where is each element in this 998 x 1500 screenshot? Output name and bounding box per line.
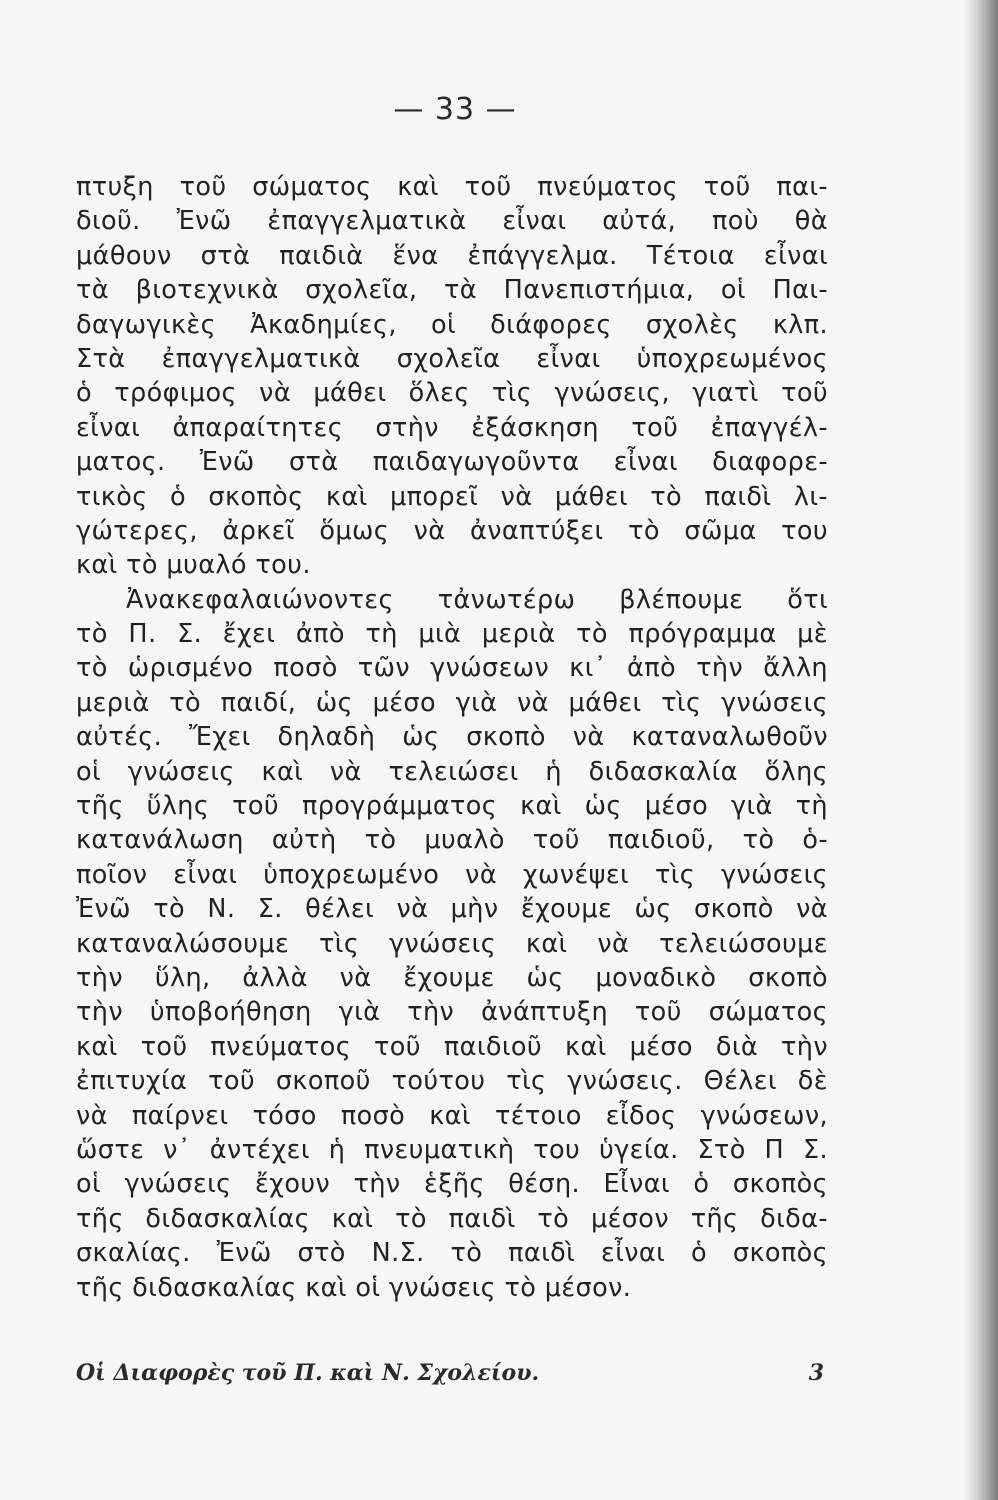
- text-line: ματος. Ἐνῶ στὰ παιδαγωγοῦντα εἶναι διαφορε-: [76, 447, 828, 478]
- text-line: ὥστε ν᾿ ἀντέχει ἡ πνευματικὴ του ὑγεία. Στὸ Π Σ.: [76, 1134, 828, 1165]
- text-line: διοῦ. Ἐνῶ ἐπαγγελματικὰ εἶναι αὐτά, ποὺ θὰ: [76, 206, 828, 237]
- text-line: κατανάλωση αὐτὴ τὸ μυαλὸ τοῦ παιδιοῦ, τὸ ὁ-: [76, 825, 828, 856]
- page-number: — 33 —: [393, 92, 517, 127]
- text-line: οἱ γνώσεις ἔχουν τὴν ἑξῆς θέση. Εἶναι ὁ σκοπὸς: [76, 1169, 828, 1200]
- text-line: τῆς διδασκαλίας καὶ τὸ παιδὶ τὸ μέσον τῆς διδα-: [76, 1203, 828, 1234]
- text-line: τικὸς ὁ σκοπὸς καὶ μπορεῖ νὰ μάθει τὸ παιδὶ λι-: [76, 481, 828, 512]
- text-line: τῆς ὕλης τοῦ προγράμματος καὶ ὡς μέσο γιὰ τὴ: [76, 791, 828, 822]
- text-line: Στὰ ἐπαγγελματικὰ σχολεῖα εἶναι ὑποχρεωμένος: [76, 343, 828, 374]
- text-line: Ἀνακεφαλαιώνοντες τἀνωτέρω βλέπουμε ὅτι: [126, 584, 828, 615]
- text-line: δαγωγικὲς Ἀκαδημίες, οἱ διάφορες σχολὲς κλπ.: [76, 309, 828, 340]
- signature-mark: 3: [808, 1360, 824, 1386]
- text-line: γώτερες, ἀρκεῖ ὅμως νὰ ἀναπτύξει τὸ σῶμα του: [76, 515, 828, 546]
- binding-shadow: [964, 0, 998, 1500]
- text-line: σκαλίας. Ἐνῶ στὸ Ν.Σ. τὸ παιδὶ εἶναι ὁ σκοπὸς: [76, 1238, 828, 1269]
- book-title-footer: Οἱ Διαφορὲς τοῦ Π. καὶ Ν. Σχολείου.: [76, 1360, 540, 1386]
- text-line: μεριὰ τὸ παιδί, ὡς μέσο γιὰ νὰ μάθει τὶς γνώσεις: [76, 687, 828, 718]
- text-line: ὁ τρόφιμος νὰ μάθει ὅλες τὶς γνώσεις, γιατὶ τοῦ: [76, 378, 828, 409]
- text-line: τὴν ὕλη, ἀλλὰ νὰ ἔχουμε ὡς μοναδικὸ σκοπὸ: [76, 962, 828, 993]
- text-line: οἱ γνώσεις καὶ νὰ τελειώσει ἡ διδασκαλία ὅλης: [76, 756, 828, 787]
- text-line: μάθουν στὰ παιδιὰ ἕνα ἐπάγγελμα. Τέτοια εἶναι: [76, 240, 828, 271]
- text-line: τῆς διδασκαλίας καὶ οἱ γνώσεις τὸ μέσον.: [76, 1272, 632, 1303]
- text-line: εἶναι ἀπαραίτητες στὴν ἐξάσκηση τοῦ ἐπαγγέλ-: [76, 412, 828, 443]
- text-line: καταναλώσουμε τὶς γνώσεις καὶ νὰ τελειώσουμε: [76, 928, 828, 959]
- body-text: [76, 170, 828, 1305]
- text-line: πτυξη τοῦ σώματος καὶ τοῦ πνεύματος τοῦ παι-: [76, 172, 828, 202]
- text-line: αὐτές. Ἔχει δηλαδὴ ὡς σκοπὸ νὰ καταναλωθοῦν: [76, 722, 828, 753]
- text-line: τὰ βιοτεχνικὰ σχολεῖα, τὰ Πανεπιστήμια, οἱ Παι-: [76, 275, 828, 306]
- text-line: τὸ Π. Σ. ἔχει ἀπὸ τὴ μιὰ μεριὰ τὸ πρόγραμμα μὲ: [76, 619, 828, 650]
- text-line: ἐπιτυχία τοῦ σκοποῦ τούτου τὶς γνώσεις. Θέλει δὲ: [76, 1066, 828, 1097]
- text-line: Ἐνῶ τὸ Ν. Σ. θέλει νὰ μὴν ἔχουμε ὡς σκοπὸ νὰ: [76, 894, 828, 925]
- text-line: καὶ τοῦ πνεύματος τοῦ παιδιοῦ καὶ μέσο διὰ τὴν: [76, 1031, 828, 1062]
- text-line: τὴν ὑποβοήθηση γιὰ τὴν ἀνάπτυξη τοῦ σώματος: [76, 997, 828, 1028]
- text-line: τὸ ὡρισμένο ποσὸ τῶν γνώσεων κι᾿ ἀπὸ τὴν ἄλλη: [76, 653, 828, 684]
- text-line: νὰ παίρνει τόσο ποσὸ καὶ τέτοιο εἶδος γνώσεων,: [76, 1100, 828, 1131]
- text-line: καὶ τὸ μυαλό του.: [76, 550, 311, 581]
- text-line: ποῖον εἶναι ὑποχρεωμένο νὰ χωνέψει τὶς γνώσεις: [76, 859, 828, 890]
